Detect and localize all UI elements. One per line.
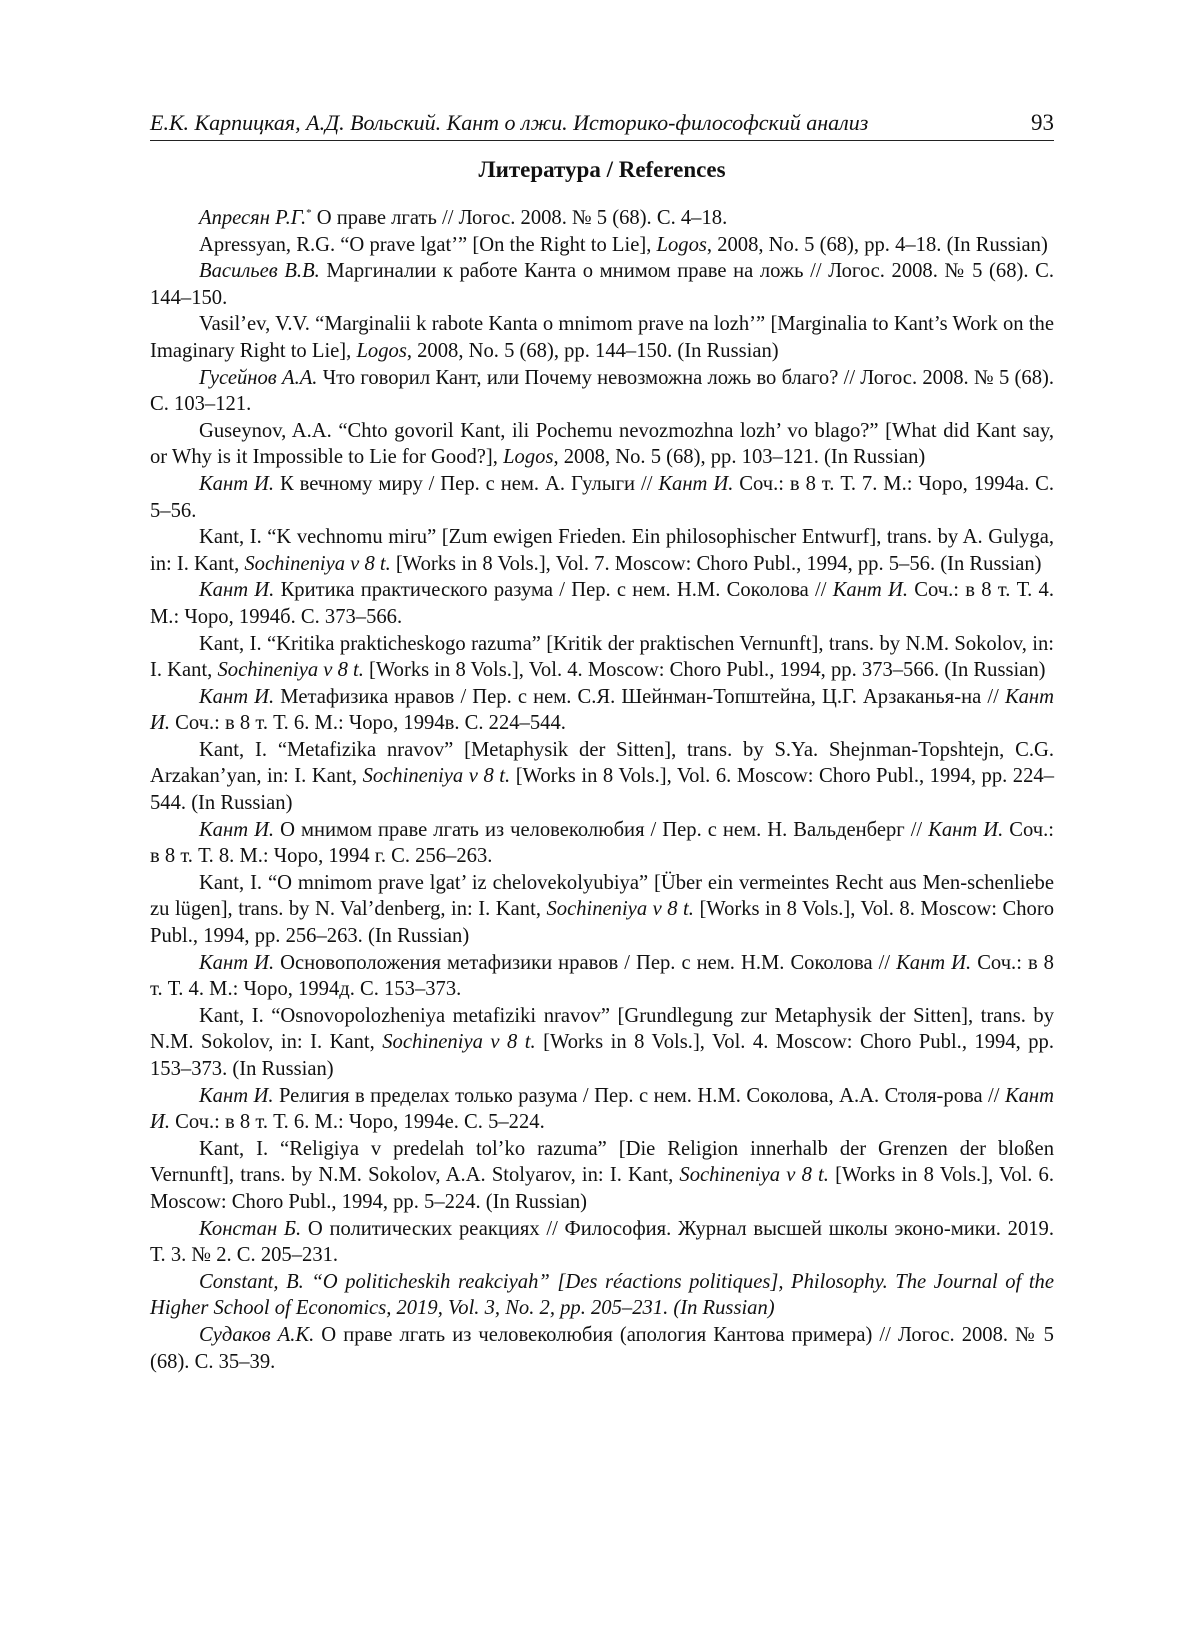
reference-text-segment: Что говорил Кант, или Почему невозможна ложь во благо? // Логос. 2008. № 5 (68). С. 103–121. (150, 366, 1054, 416)
reference-italic-segment: Logos (656, 233, 707, 256)
reference-entry (150, 365, 1054, 418)
footnote-marker: * (306, 207, 312, 220)
reference-italic-segment: Кант И. (199, 818, 275, 841)
reference-text-segment: Соч.: в 8 т. Т. 7. М.: Чоро, 1994а. С. 5–56. (150, 472, 1055, 522)
reference-entry (150, 1322, 1054, 1375)
reference-entry (150, 524, 1054, 577)
reference-text-segment: Критика практического разума / Пер. с нем. Н.М. Соколова // (274, 579, 833, 602)
reference-text-segment: Соч.: в 8 т. Т. 4. М.: Чоро, 1994б. С. 373–566. (150, 579, 1054, 628)
page (150, 102, 1054, 1375)
reference-entry (150, 232, 1054, 259)
reference-italic-segment: Судаков А.К. (199, 1323, 315, 1346)
reference-italic-segment: Logos (356, 339, 407, 362)
reference-entry (150, 258, 1054, 311)
reference-text-segment: [Works in 8 Vols.], Vol. 8. Moscow: Choro Publ., 1994, pp. 256–263. (In Russian) (150, 898, 1054, 948)
reference-entry (150, 577, 1054, 630)
reference-text-segment: К вечному миру / Пер. с нем. А. Гулыги // (274, 472, 659, 495)
reference-italic-segment: Sochineniya v 8 t. (679, 1164, 829, 1187)
reference-italic-segment: Sochineniya v 8 t. (244, 552, 391, 575)
reference-text-segment: [Works in 8 Vols.], Vol. 6. Moscow: Choro Publ., 1994, pp. 224–544. (In Russian) (150, 765, 1054, 815)
reference-text-segment: О политических реакциях // Философия. Журнал высшей школы эконо-мики. 2019. Т. 3. № 2. С. 205–231. (150, 1217, 1054, 1267)
reference-italic-segment: Кант И. (832, 579, 909, 602)
reference-italic-segment: Апресян Р.Г. (199, 207, 307, 229)
reference-italic-segment: Кант И. (928, 818, 1004, 841)
reference-text-segment: Guseynov, A.A. “Chto govoril Kant, ili Pochemu nevozmozhna lozh’ vo blago?” [What did Kant say, or Why is it Impossible to Lie for Good?], (150, 419, 1054, 469)
reference-italic-segment: Logos (503, 446, 554, 469)
reference-entry (150, 817, 1054, 870)
reference-italic-segment: Кант И. (199, 951, 275, 974)
reference-italic-segment: Кант И. (150, 685, 1055, 735)
reference-entry (150, 1083, 1054, 1136)
reference-entry (150, 870, 1054, 950)
reference-text-segment: [Works in 8 Vols.], Vol. 6. Moscow: Choro Publ., 1994, pp. 5–224. (In Russian) (150, 1164, 1054, 1213)
reference-italic-segment: Кант И. (199, 685, 275, 708)
reference-text-segment: , 2008, No. 5 (68), pp. 4–18. (In Russian) (706, 233, 1048, 256)
reference-italic-segment: Кант И. (199, 579, 275, 602)
reference-italic-segment: Гусейнов А.А. (199, 366, 318, 389)
reference-entry (150, 471, 1054, 524)
reference-italic-segment: Sochineniya v 8 t. (362, 765, 511, 788)
reference-italic-segment: Sochineniya v 8 t. (382, 1031, 536, 1054)
reference-text-segment: Соч.: в 8 т. Т. 8. М.: Чоро, 1994 г. С. 256–263. (150, 818, 1054, 868)
reference-text-segment: О праве лгать из человеколюбия (апология Кантова примера) // Логос. 2008. № 5 (68). С. 35–39. (150, 1323, 1054, 1373)
reference-italic-segment: Кант И. (658, 472, 734, 495)
reference-text-segment: Основоположения метафизики нравов / Пер. с нем. Н.М. Соколова // (274, 951, 897, 974)
reference-entry (150, 950, 1054, 1003)
reference-text-segment: Vasil’ev, V.V. “Marginalii k rabote Kanta o mnimom prave na lozh’” [Marginalia to Kant’s Work on the Imaginary Right to Lie], (150, 313, 1054, 362)
reference-entry (150, 418, 1054, 471)
running-title: Е.К. Карпицкая, А.Д. Вольский. Кант о лжи. Историко-философский анализ (150, 110, 869, 135)
page-number: 93 (1031, 110, 1054, 135)
reference-text-segment: Kant, I. “K vechnomu miru” [Zum ewigen Frieden. Ein philosophischer Entwurf], trans. by A. Gulyga, in: I. Kant, (150, 526, 1054, 575)
reference-italic-segment: Sochineniya v 8 t. (546, 898, 694, 921)
reference-text-segment: О мнимом праве лгать из человеколюбия / Пер. с нем. Н. Вальденберг // (274, 818, 929, 841)
reference-entry (150, 1216, 1054, 1269)
reference-italic-segment: Васильев В.В. (199, 260, 320, 283)
reference-italic-segment: Кант И. (896, 951, 972, 974)
reference-text-segment: Kant, I. “Religiya v predelah tol’ko razuma” [Die Religion innerhalb der Grenzen der bloßen Vernunft], trans. by N.M. Sokolov, A.A. Stolyarov, in: I. Kant, (150, 1137, 1054, 1187)
reference-entry (150, 737, 1054, 817)
reference-text-segment: [Works in 8 Vols.], Vol. 7. Moscow: Choro Publ., 1994, pp. 5–56. (In Russian) (390, 552, 1042, 575)
reference-italic-segment: Sochineniya v 8 t. (217, 659, 364, 682)
reference-entry (150, 1269, 1054, 1322)
reference-text-segment: Apressyan, R.G. “O prave lgat’” [On the Right to Lie], (199, 233, 657, 256)
reference-text-segment: Маргиналии к работе Канта о мнимом праве на ложь // Логос. 2008. № 5 (68). С. 144–150. (150, 260, 1054, 309)
reference-text-segment: Kant, I. “Kritika prakticheskogo razuma” [Kritik der praktischen Vernunft], trans. by N.M. Sokolov, in: I. Kant, (150, 632, 1054, 682)
reference-text-segment: , 2008, No. 5 (68), pp. 144–150. (In Russian) (406, 339, 779, 362)
reference-text-segment: Метафизика нравов / Пер. с нем. С.Я. Шейнман-Топштейна, Ц.Г. Арзаканья-на // (274, 685, 1005, 708)
section-title: Литература / References (478, 157, 726, 182)
running-header (150, 102, 1054, 141)
reference-text-segment: Религия в пределах только разума / Пер. с нем. Н.М. Соколова, А.А. Столя-рова // (273, 1084, 1005, 1107)
reference-text-segment: Kant, I. “Metafizika nravov” [Metaphysik der Sitten], trans. by S.Ya. Shejnman-Topshtejn, C.G. Arzakan’yan, in: I. Kant, (150, 738, 1054, 788)
reference-italic-segment: Констан Б. (199, 1217, 302, 1240)
reference-text-segment: Соч.: в 8 т. Т. 4. М.: Чоро, 1994д. С. 153–373. (150, 951, 1054, 1001)
reference-text-segment: [Works in 8 Vols.], Vol. 4. Moscow: Choro Publ., 1994, pp. 153–373. (In Russian) (150, 1031, 1054, 1080)
reference-text-segment: , 2008, No. 5 (68), pp. 103–121. (In Russian) (553, 446, 926, 469)
reference-text-segment: Kant, I. “O mnimom prave lgat’ iz chelovekolyubiya” [Über ein vermeintes Recht aus Men-schenliebe zu lügen], trans. by N. Val’denberg, in: I. Kant, (150, 871, 1054, 921)
reference-text-segment: [Works in 8 Vols.], Vol. 4. Moscow: Choro Publ., 1994, pp. 373–566. (In Russian) (363, 659, 1046, 682)
reference-entry (150, 205, 1054, 232)
reference-italic-segment: Кант И. (150, 1084, 1055, 1134)
reference-text-segment: Kant, I. “Osnovopolozheniya metafiziki nravov” [Grundlegung zur Metaphysik der Sitten], trans. by N.M. Sokolov, in: I. Kant, (150, 1004, 1054, 1054)
reference-italic-segment: Кант И. (199, 472, 275, 495)
reference-italic-segment: Кант И. (199, 1084, 274, 1107)
reference-text-segment: Соч.: в 8 т. Т. 6. М.: Чоро, 1994в. С. 224–544. (170, 712, 566, 735)
reference-entry (150, 1136, 1054, 1216)
reference-text-segment: Соч.: в 8 т. Т. 6. М.: Чоро, 1994е. С. 5–224. (170, 1111, 545, 1134)
references-list (150, 205, 1054, 1375)
reference-entry (150, 1003, 1054, 1083)
reference-entry (150, 684, 1054, 737)
reference-entry (150, 631, 1054, 684)
reference-text-segment: О праве лгать // Логос. 2008. № 5 (68). С. 4–18. (311, 207, 728, 229)
reference-entry (150, 311, 1054, 364)
reference-italic-segment: Constant, B. “O politicheskih reakciyah” [Des réactions politiques], Philosophy. The Journal of the Higher School of Economics, 2019, Vol. 3, No. 2, pp. 205–231. (In Russian) (150, 1270, 1054, 1320)
